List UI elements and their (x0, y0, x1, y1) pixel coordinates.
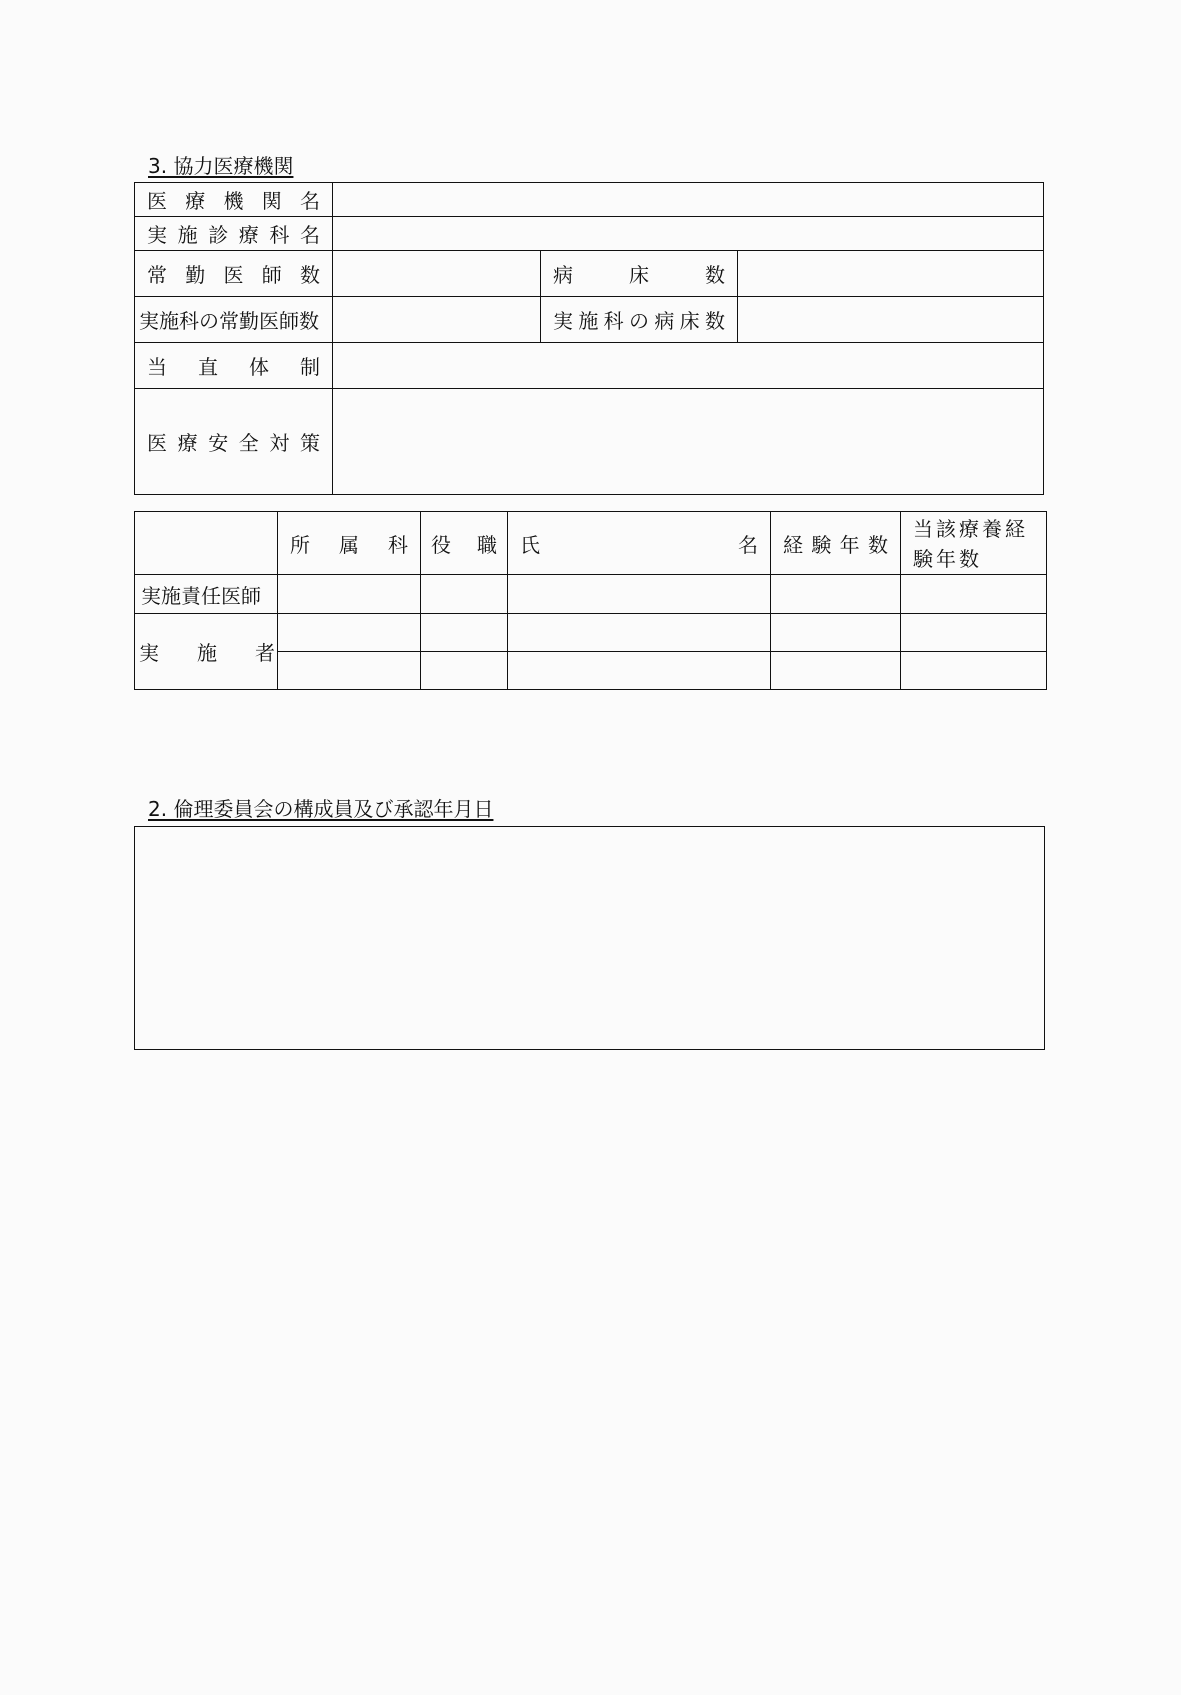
responsible-doctor-department[interactable] (278, 575, 421, 614)
implementer-2-experience[interactable] (771, 652, 901, 690)
department-label: 実 施 診 療 科 名 (147, 223, 320, 247)
facility-name-field[interactable] (333, 183, 1044, 217)
header-position: 役 職 (431, 532, 497, 557)
responsible-doctor-label: 実施責任医師 (141, 583, 261, 608)
hospital-info-table (134, 182, 1044, 495)
dept-fulltime-doctors-label: 実施科の常勤医師数 (139, 309, 319, 333)
implementer-label: 実 施 者 (139, 641, 275, 665)
responsible-doctor-name[interactable] (508, 575, 771, 614)
night-duty-label: 当 直 体 制 (147, 355, 320, 379)
section3-title: 3. 協力医療機関 (148, 154, 294, 178)
implementer-1-specific-experience[interactable] (901, 614, 1047, 652)
header-specific-experience: 当該療養経験年数 (913, 517, 1028, 571)
implementer-2-specific-experience[interactable] (901, 652, 1047, 690)
implementer-1-name[interactable] (508, 614, 771, 652)
dept-fulltime-doctors-field[interactable] (333, 297, 541, 343)
facility-name-label: 医 療 機 関 名 (147, 189, 320, 213)
responsible-doctor-experience[interactable] (771, 575, 901, 614)
section2-title: 2. 倫理委員会の構成員及び承認年月日 (148, 797, 494, 821)
beds-label: 病 床 数 (553, 263, 725, 287)
implementer-1-experience[interactable] (771, 614, 901, 652)
night-duty-field[interactable] (333, 343, 1044, 389)
safety-measures-label: 医 療 安 全 対 策 (147, 431, 320, 455)
header-name: 氏 名 (520, 532, 758, 557)
header-experience: 経 験 年 数 (783, 532, 888, 557)
implementer-2-department[interactable] (278, 652, 421, 690)
implementer-1-position[interactable] (421, 614, 508, 652)
header-department: 所 属 科 (290, 532, 408, 557)
implementer-2-position[interactable] (421, 652, 508, 690)
fulltime-doctors-field[interactable] (333, 251, 541, 297)
ethics-committee-box[interactable] (134, 826, 1045, 1050)
responsible-doctor-specific-experience[interactable] (901, 575, 1047, 614)
dept-beds-label: 実 施 科 の 病 床 数 (553, 309, 725, 333)
implementer-2-name[interactable] (508, 652, 771, 690)
safety-measures-field[interactable] (333, 389, 1044, 495)
department-field[interactable] (333, 217, 1044, 251)
responsible-doctor-position[interactable] (421, 575, 508, 614)
dept-beds-field[interactable] (738, 297, 1044, 343)
beds-field[interactable] (738, 251, 1044, 297)
fulltime-doctors-label: 常 勤 医 師 数 (147, 263, 320, 287)
staff-table (134, 511, 1047, 690)
implementer-1-department[interactable] (278, 614, 421, 652)
staff-header-blank (135, 512, 278, 575)
